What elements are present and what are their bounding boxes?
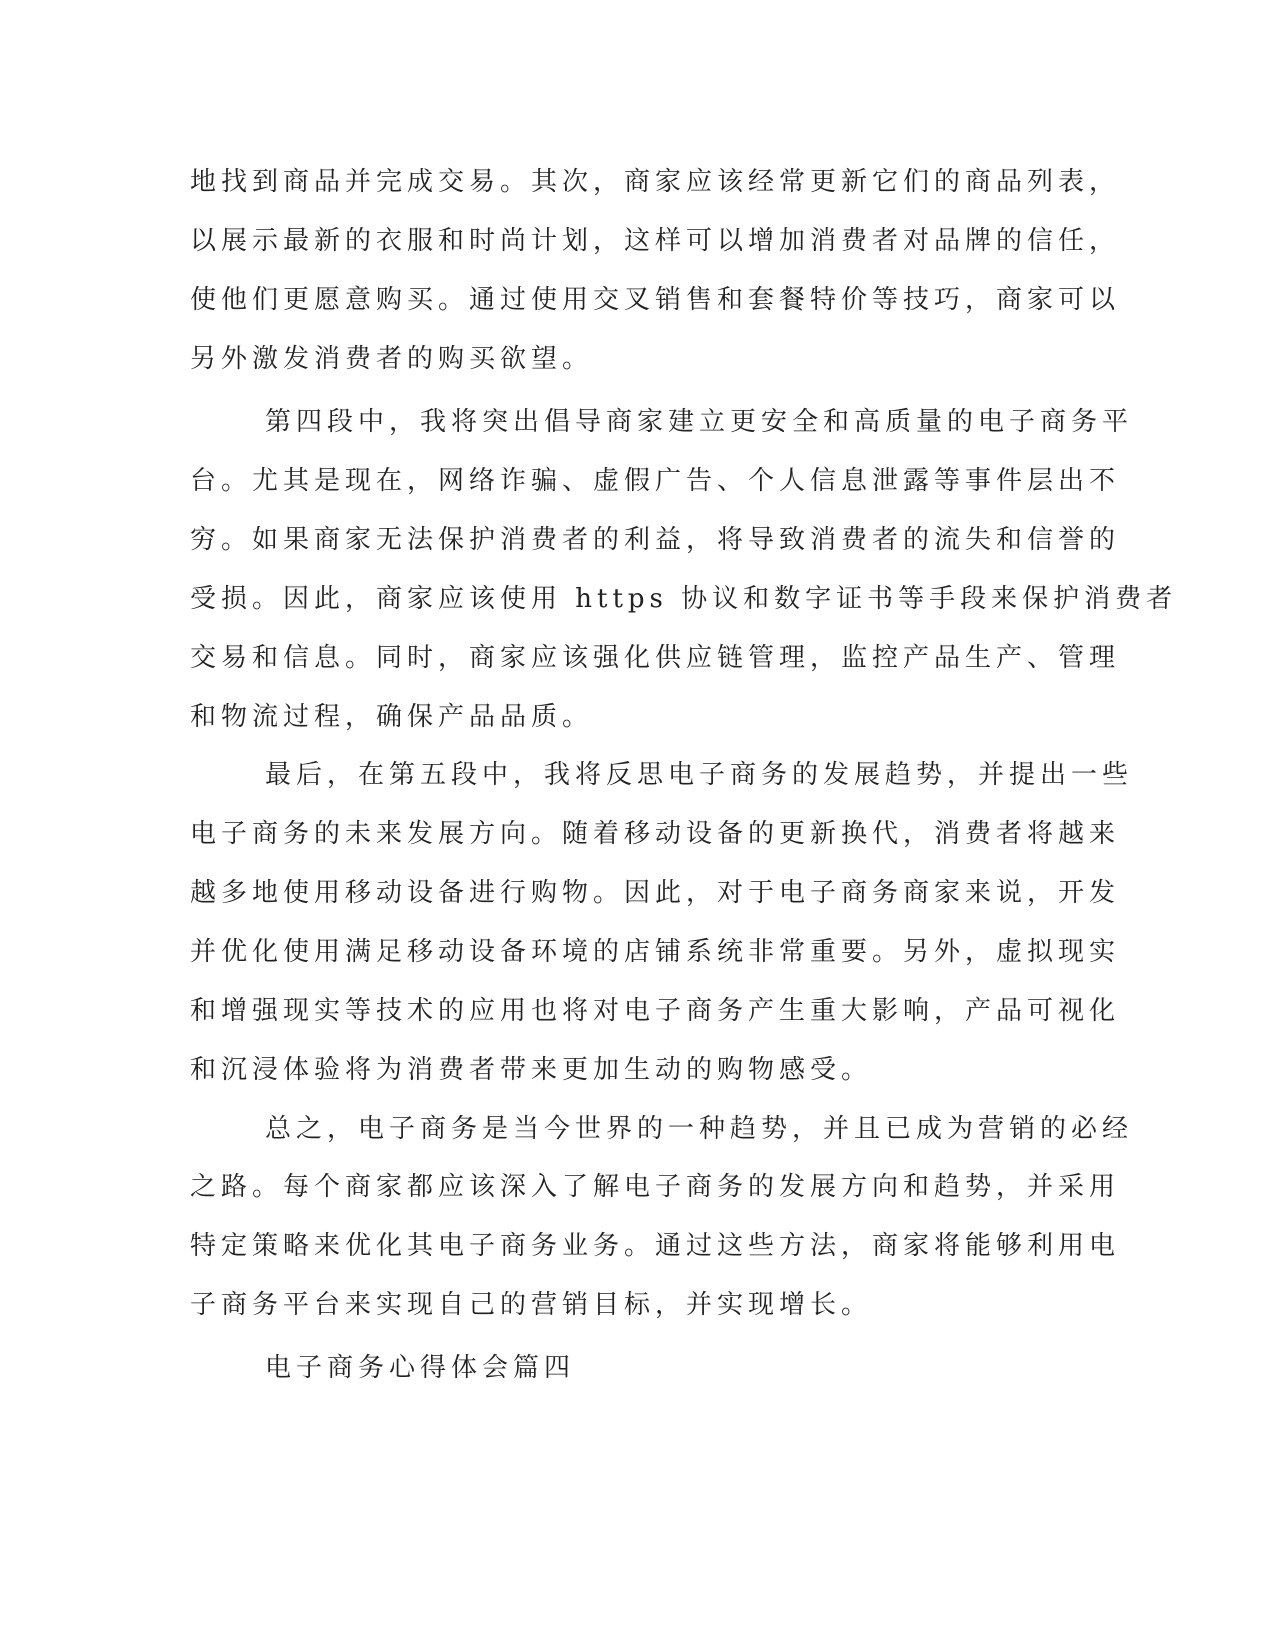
text-line: 和增强现实等技术的应用也将对电子商务产生重大影响，产品可视化 xyxy=(190,996,1121,1026)
text-line: 台。尤其是现在，网络诈骗、虚假广告、个人信息泄露等事件层出不 xyxy=(190,466,1121,496)
text-line: 使他们更愿意购买。通过使用交叉销售和套餐特价等技巧，商家可以 xyxy=(190,285,1121,315)
text-line: 总之，电子商务是当今世界的一种趋势，并且已成为营销的必经 xyxy=(265,1114,1134,1144)
text-line: 子商务平台来实现自己的营销目标，并实现增长。 xyxy=(190,1290,873,1320)
section-heading: 电子商务心得体会篇四 xyxy=(265,1353,576,1383)
text-line: 以展示最新的衣服和时尚计划，这样可以增加消费者对品牌的信任， xyxy=(190,226,1121,256)
text-line: 另外激发消费者的购买欲望。 xyxy=(190,344,594,374)
text-line: 穷。如果商家无法保护消费者的利益，将导致消费者的流失和信誉的 xyxy=(190,525,1121,555)
text-line: 和沉浸体验将为消费者带来更加生动的购物感受。 xyxy=(190,1055,873,1085)
text-line: 交易和信息。同时，商家应该强化供应链管理，监控产品生产、管理 xyxy=(190,643,1121,673)
text-line: 电子商务的未来发展方向。随着移动设备的更新换代，消费者将越来 xyxy=(190,819,1121,849)
text-line: 受损。因此，商家应该使用 https 协议和数字证书等手段来保护消费者 xyxy=(190,584,1178,614)
text-line: 并优化使用满足移动设备环境的店铺系统非常重要。另外，虚拟现实 xyxy=(190,937,1121,967)
text-line: 最后，在第五段中，我将反思电子商务的发展趋势，并提出一些 xyxy=(265,760,1134,790)
text-line: 第四段中，我将突出倡导商家建立更安全和高质量的电子商务平 xyxy=(265,407,1134,437)
text-line: 特定策略来优化其电子商务业务。通过这些方法，商家将能够利用电 xyxy=(190,1231,1121,1261)
text-line: 越多地使用移动设备进行购物。因此，对于电子商务商家来说，开发 xyxy=(190,878,1121,908)
text-line: 之路。每个商家都应该深入了解电子商务的发展方向和趋势，并采用 xyxy=(190,1172,1121,1202)
text-line: 和物流过程，确保产品品质。 xyxy=(190,702,594,732)
text-line: 地找到商品并完成交易。其次，商家应该经常更新它们的商品列表， xyxy=(190,167,1121,197)
